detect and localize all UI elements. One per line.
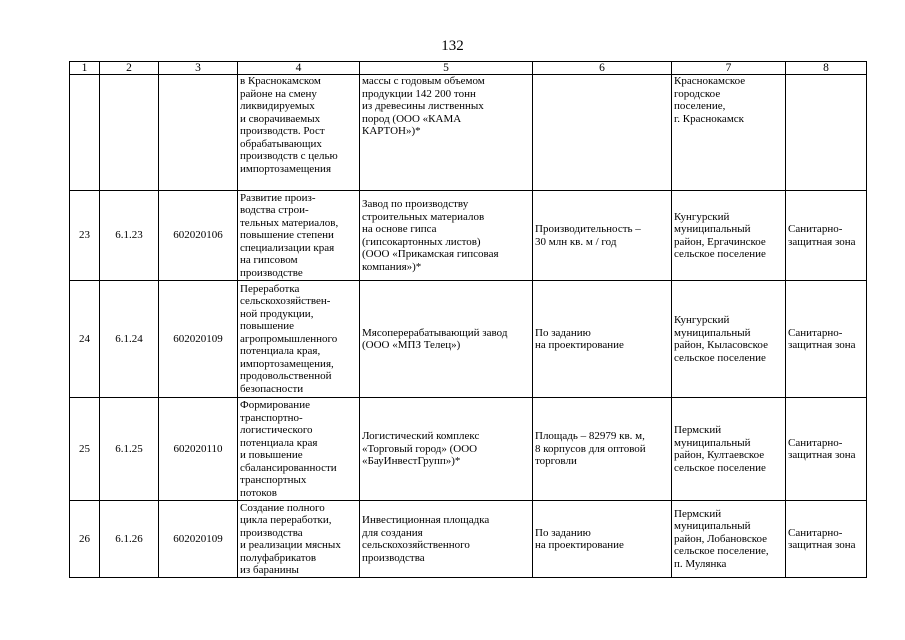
cell-code: 6.1.26 <box>100 501 159 578</box>
cell-object: Мясоперерабатывающий завод (ООО «МПЗ Телец») <box>360 281 533 398</box>
cell-location: Пермский муниципальный район, Лобановское сельское поселение, п. Мулянка <box>672 501 786 578</box>
cell-code: 6.1.24 <box>100 281 159 398</box>
cell-code: 6.1.23 <box>100 191 159 281</box>
header-cell: 1 <box>70 62 100 75</box>
table-row <box>70 398 867 501</box>
cell-num: 25 <box>70 398 100 501</box>
cell-zone: Санитарно- защитная зона <box>786 501 867 578</box>
cell-params: По заданию на проектирование <box>533 281 672 398</box>
table-row <box>70 191 867 281</box>
cell-num: 26 <box>70 501 100 578</box>
cell-num <box>70 75 100 191</box>
cell-params: Площадь – 82979 кв. м, 8 корпусов для оптовой торговли <box>533 398 672 501</box>
cell-location: Пермский муниципальный район, Култаевское сельское поселение <box>672 398 786 501</box>
cell-params: По заданию на проектирование <box>533 501 672 578</box>
cell-zone <box>786 75 867 191</box>
page-number: 132 <box>441 38 464 54</box>
cell-params: Производительность – 30 млн кв. м / год <box>533 191 672 281</box>
objects-table <box>69 61 867 578</box>
cell-num: 23 <box>70 191 100 281</box>
header-cell: 7 <box>672 62 786 75</box>
header-cell: 8 <box>786 62 867 75</box>
cell-location: Кунгурский муниципальный район, Ергачинское сельское поселение <box>672 191 786 281</box>
cell-location: Кунгурский муниципальный район, Кыласовское сельское поселение <box>672 281 786 398</box>
cell-code <box>100 75 159 191</box>
cell-id: 602020109 <box>159 501 238 578</box>
cell-zone: Санитарно- защитная зона <box>786 191 867 281</box>
cell-location: Краснокамское городское поселение, г. Краснокамск <box>672 75 786 191</box>
header-cell: 6 <box>533 62 672 75</box>
cell-num: 24 <box>70 281 100 398</box>
cell-object: Инвестиционная площадка для создания сельскохозяйственного производства <box>360 501 533 578</box>
table-row <box>70 501 867 578</box>
cell-id: 602020110 <box>159 398 238 501</box>
cell-params <box>533 75 672 191</box>
cell-id: 602020109 <box>159 281 238 398</box>
header-cell: 3 <box>159 62 238 75</box>
cell-object: Завод по производству строительных материалов на основе гипса (гипсокартонных листов) (ООО «Прикамская гипсовая компания»)* <box>360 191 533 281</box>
cell-goal: Переработка сельскохозяйствен- ной продукции, повышение агропромышленного потенциала края, импортозамещения, продовольственной безопасности <box>238 281 360 398</box>
cell-code: 6.1.25 <box>100 398 159 501</box>
header-row <box>70 62 867 75</box>
table-row <box>70 281 867 398</box>
cell-goal: Создание полного цикла переработки, производства и реализации мясных полуфабрикатов из баранины <box>238 501 360 578</box>
header-cell: 2 <box>100 62 159 75</box>
cell-object: массы с годовым объемом продукции 142 200 тонн из древесины лиственных пород (ООО «КАМА КАРТОН»)* <box>360 75 533 191</box>
cell-zone: Санитарно- защитная зона <box>786 281 867 398</box>
cell-id: 602020106 <box>159 191 238 281</box>
cell-goal: Формирование транспортно- логистического потенциала края и повышение сбалансированности транспортных потоков <box>238 398 360 501</box>
cell-zone: Санитарно- защитная зона <box>786 398 867 501</box>
table-row-continuation <box>70 75 867 191</box>
cell-id <box>159 75 238 191</box>
header-cell: 4 <box>238 62 360 75</box>
header-cell: 5 <box>360 62 533 75</box>
cell-goal: Развитие произ- водства строи- тельных материалов, повышение степени специализации края на гипсовом производстве <box>238 191 360 281</box>
cell-goal: в Краснокамском районе на смену ликвидируемых и сворачиваемых производств. Рост обрабатывающих производств с целью импортозамещения <box>238 75 360 191</box>
cell-object: Логистический комплекс «Торговый город» (ООО «БауИнвестГрупп»)* <box>360 398 533 501</box>
